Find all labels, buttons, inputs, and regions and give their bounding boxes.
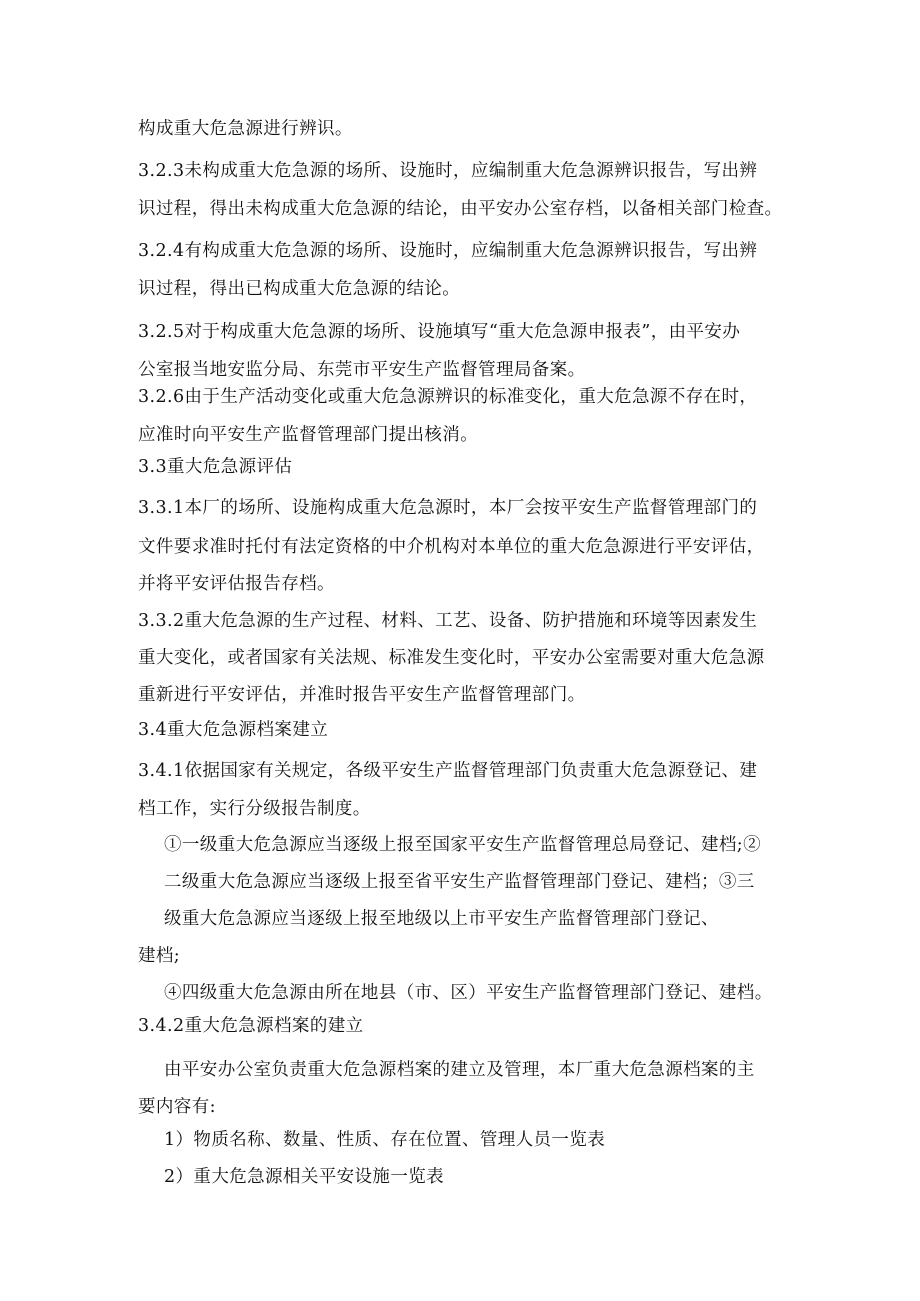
text-line: ④四级重大危急源由所在地县（市、区）平安生产监督管理部门登记、建档。 <box>164 983 773 1003</box>
section-heading: 3.4重大危急源档案建立 <box>138 720 329 740</box>
text-line: 重新进行平安评估，并准时报告平安生产监督管理部门。 <box>138 685 586 705</box>
text-line: 3.4.1依据国家有关规定，各级平安生产监督管理部门负责重大危急源登记、建 <box>138 761 758 781</box>
text-line: 由平安办公室负责重大危急源档案的建立及管理，本厂重大危急源档案的主 <box>164 1060 755 1080</box>
text-line: 二级重大危急源应当逐级上报至省平安生产监督管理部门登记、建档；③三 <box>164 872 755 892</box>
text-line: 公室报当地安监分局、东莞市平安生产监督管理局备案。 <box>138 360 586 380</box>
text-line: 建档; <box>138 946 181 966</box>
text-line: 3.2.6由于生产活动变化或重大危急源辨识的标准变化，重大危急源不存在时， <box>138 387 758 407</box>
section-heading: 3.4.2重大危急源档案的建立 <box>138 1016 364 1036</box>
text-line: 3.2.5对于构成重大危急源的场所、设施填写“重大危急源申报表”，由平安办 <box>138 322 741 342</box>
text-line: 3.2.4有构成重大危急源的场所、设施时，应编制重大危急源辨识报告，写出辨 <box>138 241 758 261</box>
text-line: 3.3.1本厂的场所、设施构成重大危急源时，本厂会按平安生产监督管理部门的 <box>138 498 758 518</box>
text-line: 级重大危急源应当逐级上报至地级以上市平安生产监督管理部门登记、 <box>164 909 719 929</box>
text-line: 3.3.2重大危急源的生产过程、材料、工艺、设备、防护措施和环境等因素发生 <box>138 611 758 631</box>
text-line: 重大变化，或者国家有关法规、标准发生变化时，平安办公室需要对重大危急源 <box>138 648 765 668</box>
text-line: 3.2.3未构成重大危急源的场所、设施时，应编制重大危急源辨识报告，写出辨 <box>138 161 758 181</box>
list-item: 2）重大危急源相关平安设施一览表 <box>164 1167 445 1187</box>
text-line: 构成重大危急源进行辨识。 <box>138 119 353 139</box>
text-line: 要内容有: <box>138 1097 216 1117</box>
text-line: 档工作，实行分级报告制度。 <box>138 799 371 819</box>
text-line: ①一级重大危急源应当逐级上报至国家平安生产监督管理总局登记、建档;② <box>164 835 761 855</box>
list-item: 1）物质名称、数量、性质、存在位置、管理人员一览表 <box>164 1130 606 1150</box>
section-heading: 3.3重大危急源评估 <box>138 457 293 477</box>
text-line: 文件要求准时托付有法定资格的中介机构对本单位的重大危急源进行平安评估， <box>138 537 765 557</box>
text-line: 识过程，得出已构成重大危急源的结论。 <box>138 279 461 299</box>
text-line: 应准时向平安生产监督管理部门提出核消。 <box>138 425 479 445</box>
text-line: 并将平安评估报告存档。 <box>138 574 335 594</box>
text-line: 识过程，得出未构成重大危急源的结论，由平安办公室存档，以备相关部门检查。 <box>138 199 783 219</box>
